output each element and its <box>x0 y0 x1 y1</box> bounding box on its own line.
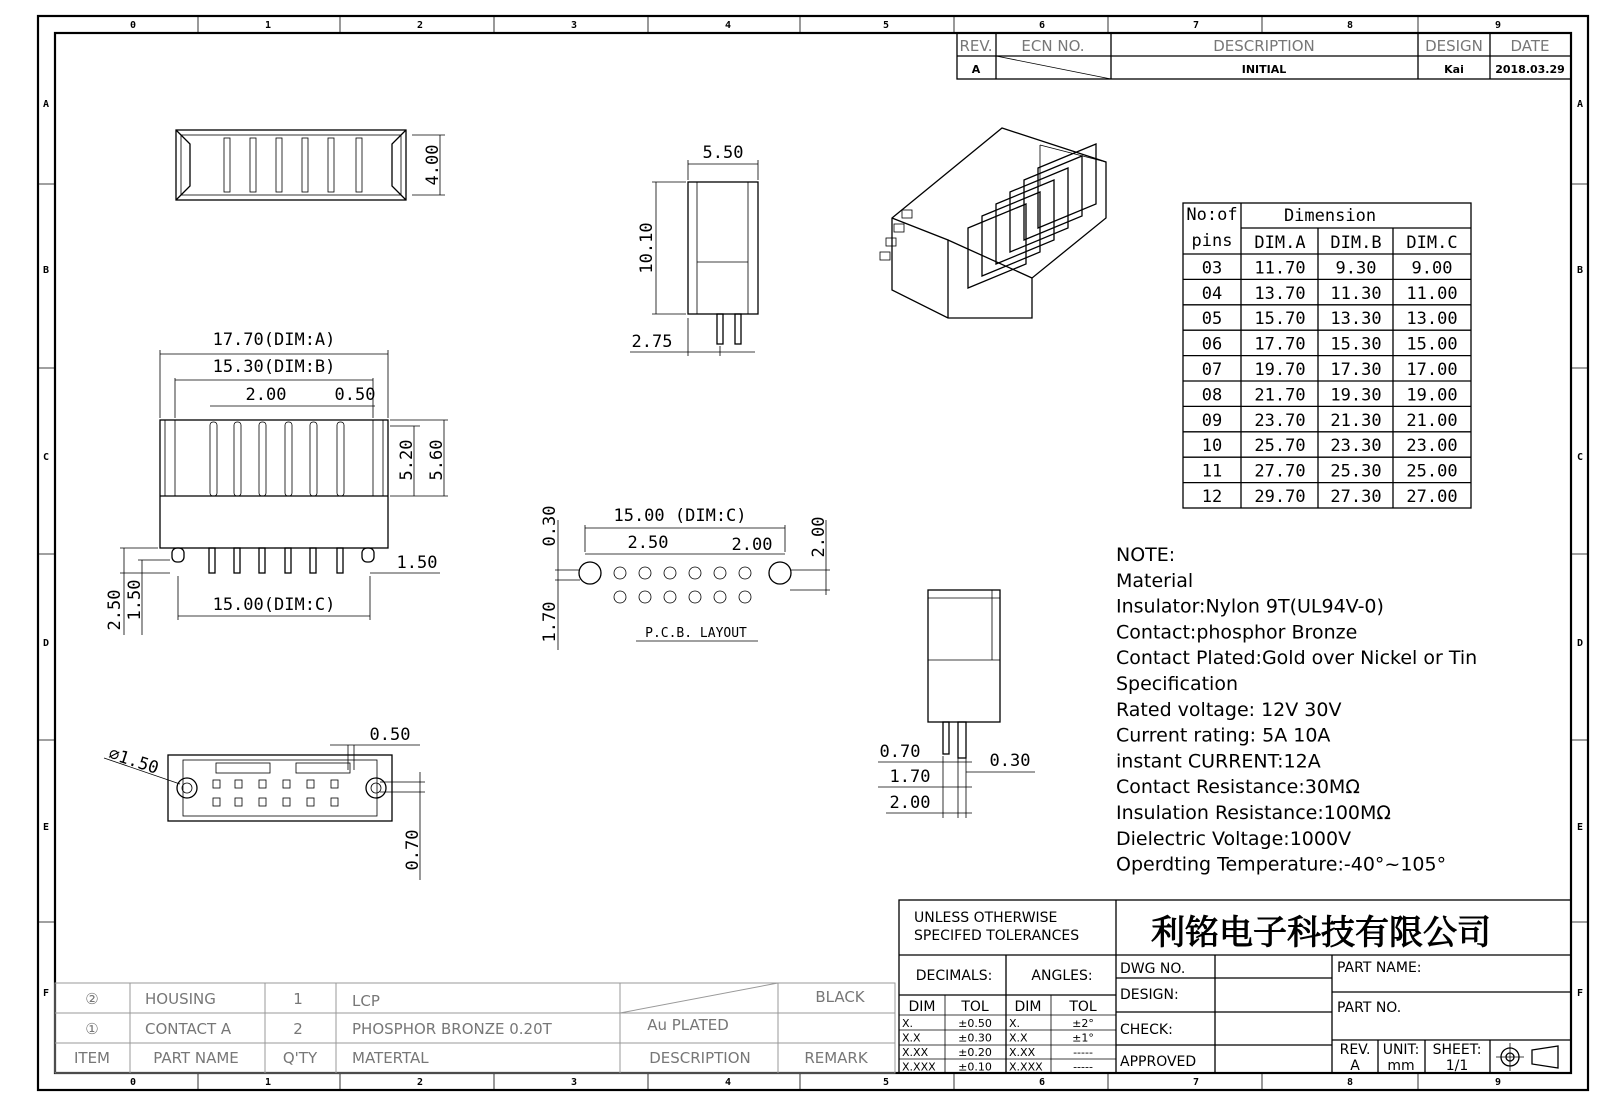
frame-column-label-top: 1 <box>264 20 272 31</box>
front-pin <box>172 548 184 562</box>
bom-header-remark: REMARK <box>804 1049 868 1067</box>
ecn-header: ECN NO. <box>1021 37 1085 55</box>
isometric-pin <box>894 224 904 232</box>
dimension-table-cell: 10 <box>1201 436 1223 457</box>
bom-table <box>55 983 895 1073</box>
pcb-dim-0-30: 0.30 <box>540 505 560 547</box>
unit-label: UNIT: <box>1382 1042 1420 1058</box>
dimension-table-cell: 9.00 <box>1411 258 1453 279</box>
dimension-table-cell: 04 <box>1201 283 1223 304</box>
table-header-dim-a: DIM.A <box>1254 233 1306 253</box>
isometric-fin <box>996 180 1054 264</box>
pcb-hole <box>639 591 651 603</box>
bom-row2-remark: BLACK <box>815 988 865 1006</box>
frame-row-label-left: A <box>42 99 50 110</box>
ang-dim-header: DIM <box>1014 999 1042 1015</box>
isometric-fin <box>968 204 1026 288</box>
decimal-dim: X.XX <box>902 1046 929 1059</box>
end-dim-1-70: 1.70 <box>889 767 931 787</box>
dec-tol-header: TOL <box>961 999 989 1015</box>
dimension-table-cell: 15.70 <box>1254 309 1306 330</box>
frame-row-label-right: E <box>1576 822 1584 833</box>
dimension-table-cell: 12 <box>1201 487 1223 507</box>
rev-value-title: A <box>1350 1058 1360 1074</box>
angle-dim: X.XX <box>1009 1046 1036 1059</box>
bottom-pin-square <box>213 798 220 806</box>
top-view-slot <box>302 138 308 192</box>
dimension-table-cell: 19.30 <box>1330 385 1382 406</box>
frame-column-label-top: 2 <box>416 20 424 31</box>
tolerance-title-2: SPECIFED TOLERANCES <box>914 928 1080 944</box>
note-line: Rated voltage: 12V 30V <box>1116 698 1342 721</box>
pcb-hole <box>714 567 726 579</box>
dimension-table-cell: 25.00 <box>1406 461 1458 482</box>
dwg-no-label: DWG NO. <box>1120 961 1186 977</box>
bom-row2-part: HOUSING <box>145 990 216 1008</box>
part-no-label: PART NO. <box>1337 1000 1402 1016</box>
bottom-pin-square <box>307 780 314 788</box>
top-view-slot <box>250 138 256 192</box>
bom-header-description: DESCRIPTION <box>649 1049 751 1067</box>
front-pin <box>310 548 316 573</box>
isometric-view <box>880 128 1106 318</box>
frame-row-label-right: B <box>1576 265 1584 276</box>
bottom-pin-square <box>331 780 338 788</box>
front-pin <box>209 548 215 573</box>
dimension-table-cell: 15.00 <box>1406 334 1458 355</box>
bottom-pin-square <box>307 798 314 806</box>
pcb-dim-row: 2.00 <box>809 516 829 558</box>
angle-tol: ----- <box>1073 1046 1093 1059</box>
note-line: Contact:phosphor Bronze <box>1116 621 1358 644</box>
bom-header-item: ITEM <box>73 1049 111 1067</box>
note-line: instant CURRENT:12A <box>1116 750 1321 773</box>
note-line: Contact Resistance:30MΩ <box>1116 776 1360 799</box>
title-block <box>899 900 1571 1074</box>
pcb-hole <box>614 591 626 603</box>
frame-column-label-top: 0 <box>129 20 137 31</box>
dim-foot-1-50: 1.50 <box>125 579 145 621</box>
unit-value: mm <box>1387 1058 1415 1074</box>
dimension-table-cell: 11.00 <box>1406 283 1458 304</box>
bottom-pin-square <box>213 780 220 788</box>
description-value: INITIAL <box>1241 63 1287 76</box>
dim-top-height: 4.00 <box>423 144 443 186</box>
note-line: NOTE: <box>1116 544 1176 566</box>
frame-column-label-bottom: 6 <box>1038 1077 1046 1088</box>
decimals-label: DECIMALS: <box>915 968 993 984</box>
notes <box>1116 544 1477 876</box>
angle-dim: X. <box>1009 1017 1021 1030</box>
dimension-table-cell: 15.30 <box>1330 334 1382 355</box>
bom-row1-material: PHOSPHOR BRONZE 0.20T <box>352 1020 552 1038</box>
revision-table <box>957 33 1571 79</box>
frame-column-label-top: 6 <box>1038 20 1046 31</box>
dim-slot-label: 0.50 <box>334 385 376 405</box>
frame-column-label-top: 8 <box>1346 20 1354 31</box>
bom-row2-qty: 1 <box>293 990 303 1008</box>
bottom-view <box>104 725 425 880</box>
angle-tol: ±2° <box>1072 1017 1094 1030</box>
end-view <box>878 590 1035 818</box>
description-header: DESCRIPTION <box>1213 37 1315 55</box>
angle-dim: X.X <box>1009 1031 1028 1045</box>
dimension-table-cell: 13.00 <box>1406 309 1458 330</box>
dim-pitch-label: 2.00 <box>245 385 287 405</box>
frame-row-label-right: D <box>1576 638 1584 649</box>
dim-side-pin-offset: 2.75 <box>631 332 673 352</box>
dimension-table-cell: 29.70 <box>1254 487 1306 507</box>
bom-row2-material: LCP <box>352 992 380 1010</box>
design-header: DESIGN <box>1425 37 1483 55</box>
top-view-slot <box>328 138 334 192</box>
frame-column-label-bottom: 2 <box>416 1077 424 1088</box>
top-view <box>176 130 445 200</box>
decimal-tol: ±0.30 <box>958 1031 992 1045</box>
dimension-table <box>1183 203 1471 508</box>
note-line: Current rating: 5A 10A <box>1116 724 1331 747</box>
side-view <box>630 143 758 356</box>
dimension-table-cell: 19.00 <box>1406 385 1458 406</box>
dimension-table-cell: 27.30 <box>1330 487 1382 507</box>
note-line: Material <box>1116 569 1194 592</box>
bottom-pin-square <box>283 798 290 806</box>
pcb-locating-hole <box>579 562 601 584</box>
dimension-table-cell: 07 <box>1201 360 1223 380</box>
note-line: Operdting Temperature:-40°~105° <box>1116 853 1447 876</box>
frame-column-label-top: 9 <box>1494 20 1502 31</box>
bom-row2-item: ② <box>85 990 99 1008</box>
isometric-pin <box>902 210 912 218</box>
date-header: DATE <box>1510 37 1550 55</box>
pcb-title: P.C.B. LAYOUT <box>645 626 747 641</box>
pcb-dim-2-50: 2.50 <box>627 533 669 553</box>
sheet-label: SHEET: <box>1432 1042 1482 1058</box>
front-contact <box>285 422 292 496</box>
part-name-label: PART NAME: <box>1337 960 1422 976</box>
end-dim-0-70: 0.70 <box>879 742 921 762</box>
frame-column-label-top: 4 <box>724 20 732 31</box>
pcb-hole <box>689 567 701 579</box>
design-value: Kai <box>1444 63 1464 76</box>
note-line: Contact Plated:Gold over Nickel or Tin <box>1116 647 1478 670</box>
bottom-pin-square <box>331 798 338 806</box>
note-line: Specification <box>1116 673 1238 695</box>
frame-column-label-bottom: 1 <box>264 1077 272 1088</box>
frame-column-label-top: 5 <box>882 20 890 31</box>
dimension-table-cell: 21.00 <box>1406 410 1458 431</box>
frame-column-label-bottom: 0 <box>129 1077 137 1088</box>
front-pin <box>234 548 240 573</box>
pcb-dim-1-70: 1.70 <box>540 601 560 643</box>
decimal-dim: X. <box>902 1017 914 1030</box>
dimension-table-cell: 25.30 <box>1330 461 1382 482</box>
rev-label: REV. <box>1339 1042 1371 1058</box>
dim-side-height: 10.10 <box>637 222 657 274</box>
rev-value: A <box>971 63 981 76</box>
dimension-table-cell: 21.30 <box>1330 410 1382 431</box>
frame-column-label-bottom: 9 <box>1494 1077 1502 1088</box>
company-name: 利铭电子科技有限公司 <box>1151 913 1491 953</box>
note-line: Insulator:Nylon 9T(UL94V-0) <box>1116 595 1384 618</box>
frame-row-label-left: D <box>42 638 50 649</box>
pcb-hole <box>739 567 751 579</box>
dimension-table-cell: 03 <box>1201 258 1223 279</box>
dimension-table-cell: 21.70 <box>1254 385 1306 406</box>
frame-column-label-bottom: 7 <box>1192 1077 1200 1088</box>
table-header-pins: pins <box>1191 231 1233 251</box>
isometric-pin <box>880 252 890 260</box>
decimal-dim: X.X <box>902 1031 921 1045</box>
isometric-fin <box>1010 168 1068 252</box>
pcb-hole <box>714 591 726 603</box>
front-view <box>105 330 448 635</box>
frame-column-label-bottom: 4 <box>724 1077 732 1088</box>
pcb-hole <box>664 567 676 579</box>
bottom-dim-0-50: 0.50 <box>369 725 411 745</box>
dimension-table-cell: 08 <box>1201 385 1223 406</box>
angle-dim: X.XXX <box>1009 1060 1043 1074</box>
bom-header-material: MATERTAL <box>352 1049 429 1067</box>
frame-row-label-left: F <box>42 988 50 999</box>
pcb-hole <box>614 567 626 579</box>
table-header-dim-c: DIM.C <box>1406 233 1458 253</box>
dimension-table-cell: 23.00 <box>1406 436 1458 457</box>
bottom-dim-0-70: 0.70 <box>403 829 423 871</box>
tolerance-title-1: UNLESS OTHERWISE <box>914 910 1058 926</box>
dim-b-label: 15.30(DIM:B) <box>212 357 336 377</box>
frame-row-label-left: B <box>42 265 50 276</box>
bottom-pin-square <box>259 798 266 806</box>
top-view-slot <box>276 138 282 192</box>
dimension-table-cell: 17.00 <box>1406 360 1458 380</box>
frame-column-label-bottom: 5 <box>882 1077 890 1088</box>
decimal-dim: X.XXX <box>902 1060 936 1074</box>
sheet-value: 1/1 <box>1445 1058 1469 1074</box>
dimension-table-cell: 17.70 <box>1254 334 1306 355</box>
bom-row1-part: CONTACT A <box>145 1020 232 1038</box>
front-contact <box>337 422 344 496</box>
bottom-pin-square <box>235 780 242 788</box>
dimension-table-cell: 19.70 <box>1254 360 1306 380</box>
ang-tol-header: TOL <box>1069 999 1097 1015</box>
dimension-table-cell: 11 <box>1201 461 1223 482</box>
bottom-pin-square <box>259 780 266 788</box>
dimension-table-cell: 09 <box>1201 410 1223 431</box>
frame-column-label-top: 3 <box>570 20 578 31</box>
dim-5-20: 5.20 <box>397 439 417 481</box>
isometric-fin <box>982 192 1040 276</box>
dimension-table-cell: 13.30 <box>1330 309 1382 330</box>
frame-row-label-left: C <box>42 452 50 463</box>
dimension-table-cell: 11.70 <box>1254 258 1306 279</box>
note-line: Dielectric Voltage:1000V <box>1116 827 1352 850</box>
front-pin <box>337 548 343 573</box>
front-pin <box>285 548 291 573</box>
bom-header-qty: Q'TY <box>282 1049 318 1067</box>
front-contact <box>310 422 317 496</box>
front-pin <box>362 548 374 562</box>
decimal-tol: ±0.10 <box>958 1060 992 1074</box>
approved-label: APPROVED <box>1120 1054 1197 1070</box>
dec-dim-header: DIM <box>908 999 936 1015</box>
bom-row1-qty: 2 <box>293 1020 303 1038</box>
table-header-dim-b: DIM.B <box>1330 233 1382 253</box>
pcb-hole <box>639 567 651 579</box>
end-dim-2-00: 2.00 <box>889 793 931 813</box>
dimension-table-cell: 23.30 <box>1330 436 1382 457</box>
table-header-noof: No:of <box>1186 205 1238 225</box>
end-dim-0-30: 0.30 <box>989 751 1031 771</box>
front-pin <box>259 548 265 573</box>
pcb-dim-c: 15.00 (DIM:C) <box>613 506 747 526</box>
isometric-fin <box>1024 156 1082 240</box>
decimal-tol: ±0.50 <box>958 1017 992 1030</box>
isometric-fin <box>1038 144 1096 228</box>
date-value: 2018.03.29 <box>1495 63 1565 76</box>
frame-row-label-right: C <box>1576 452 1584 463</box>
dimension-table-cell: 13.70 <box>1254 283 1306 304</box>
note-line: Insulation Resistance:100MΩ <box>1116 802 1391 824</box>
decimal-tol: ±0.20 <box>958 1046 992 1059</box>
dimension-table-cell: 9.30 <box>1335 258 1377 279</box>
pcb-dim-pitch: 2.00 <box>731 535 773 555</box>
top-view-slot <box>356 138 362 192</box>
frame-column-label-bottom: 8 <box>1346 1077 1354 1088</box>
dimension-table-cell: 25.70 <box>1254 436 1306 457</box>
bom-row1-item: ① <box>85 1020 99 1038</box>
dim-a-label: 17.70(DIM:A) <box>212 330 336 350</box>
dimension-table-cell: 11.30 <box>1330 283 1382 304</box>
dim-pin-len: 1.50 <box>396 553 438 573</box>
table-header-dimension: Dimension <box>1283 206 1377 226</box>
pcb-hole <box>664 591 676 603</box>
isometric-pin <box>886 238 896 246</box>
bom-header-part: PART NAME <box>153 1049 239 1067</box>
rev-header: REV. <box>959 37 993 55</box>
frame-column-label-bottom: 3 <box>570 1077 578 1088</box>
design-label: DESIGN: <box>1120 987 1179 1003</box>
pcb-hole <box>739 591 751 603</box>
frame-row-label-left: E <box>42 822 50 833</box>
dimension-table-cell: 06 <box>1201 334 1223 355</box>
dim-side-width: 5.50 <box>702 143 744 163</box>
bottom-pin-square <box>283 780 290 788</box>
angle-tol: ±1° <box>1072 1031 1094 1045</box>
dimension-table-cell: 17.30 <box>1330 360 1382 380</box>
front-contact <box>259 422 266 496</box>
pcb-locating-hole <box>769 562 791 584</box>
front-contact <box>234 422 241 496</box>
dimension-table-cell: 05 <box>1201 309 1223 330</box>
top-view-slot <box>224 138 230 192</box>
check-label: CHECK: <box>1120 1022 1173 1038</box>
dim-foot-2-50: 2.50 <box>105 589 125 631</box>
frame-row-label-right: A <box>1576 99 1584 110</box>
dimension-table-cell: 23.70 <box>1254 410 1306 431</box>
bom-row1-description: Au PLATED <box>647 1016 729 1034</box>
angle-tol: ----- <box>1073 1060 1093 1074</box>
front-contact <box>210 422 217 496</box>
dimension-table-cell: 27.70 <box>1254 461 1306 482</box>
pcb-layout <box>540 506 830 650</box>
bottom-pin-square <box>235 798 242 806</box>
pcb-hole <box>689 591 701 603</box>
frame-column-label-top: 7 <box>1192 20 1200 31</box>
dim-5-60: 5.60 <box>427 439 447 481</box>
bottom-dia: ⌀1.50 <box>106 743 161 779</box>
frame-row-label-right: F <box>1576 988 1584 999</box>
dimension-table-cell: 27.00 <box>1406 487 1458 507</box>
angles-label: ANGLES: <box>1031 968 1093 984</box>
dim-c-label: 15.00(DIM:C) <box>212 595 336 615</box>
projection-symbol-icon <box>1496 1043 1558 1071</box>
